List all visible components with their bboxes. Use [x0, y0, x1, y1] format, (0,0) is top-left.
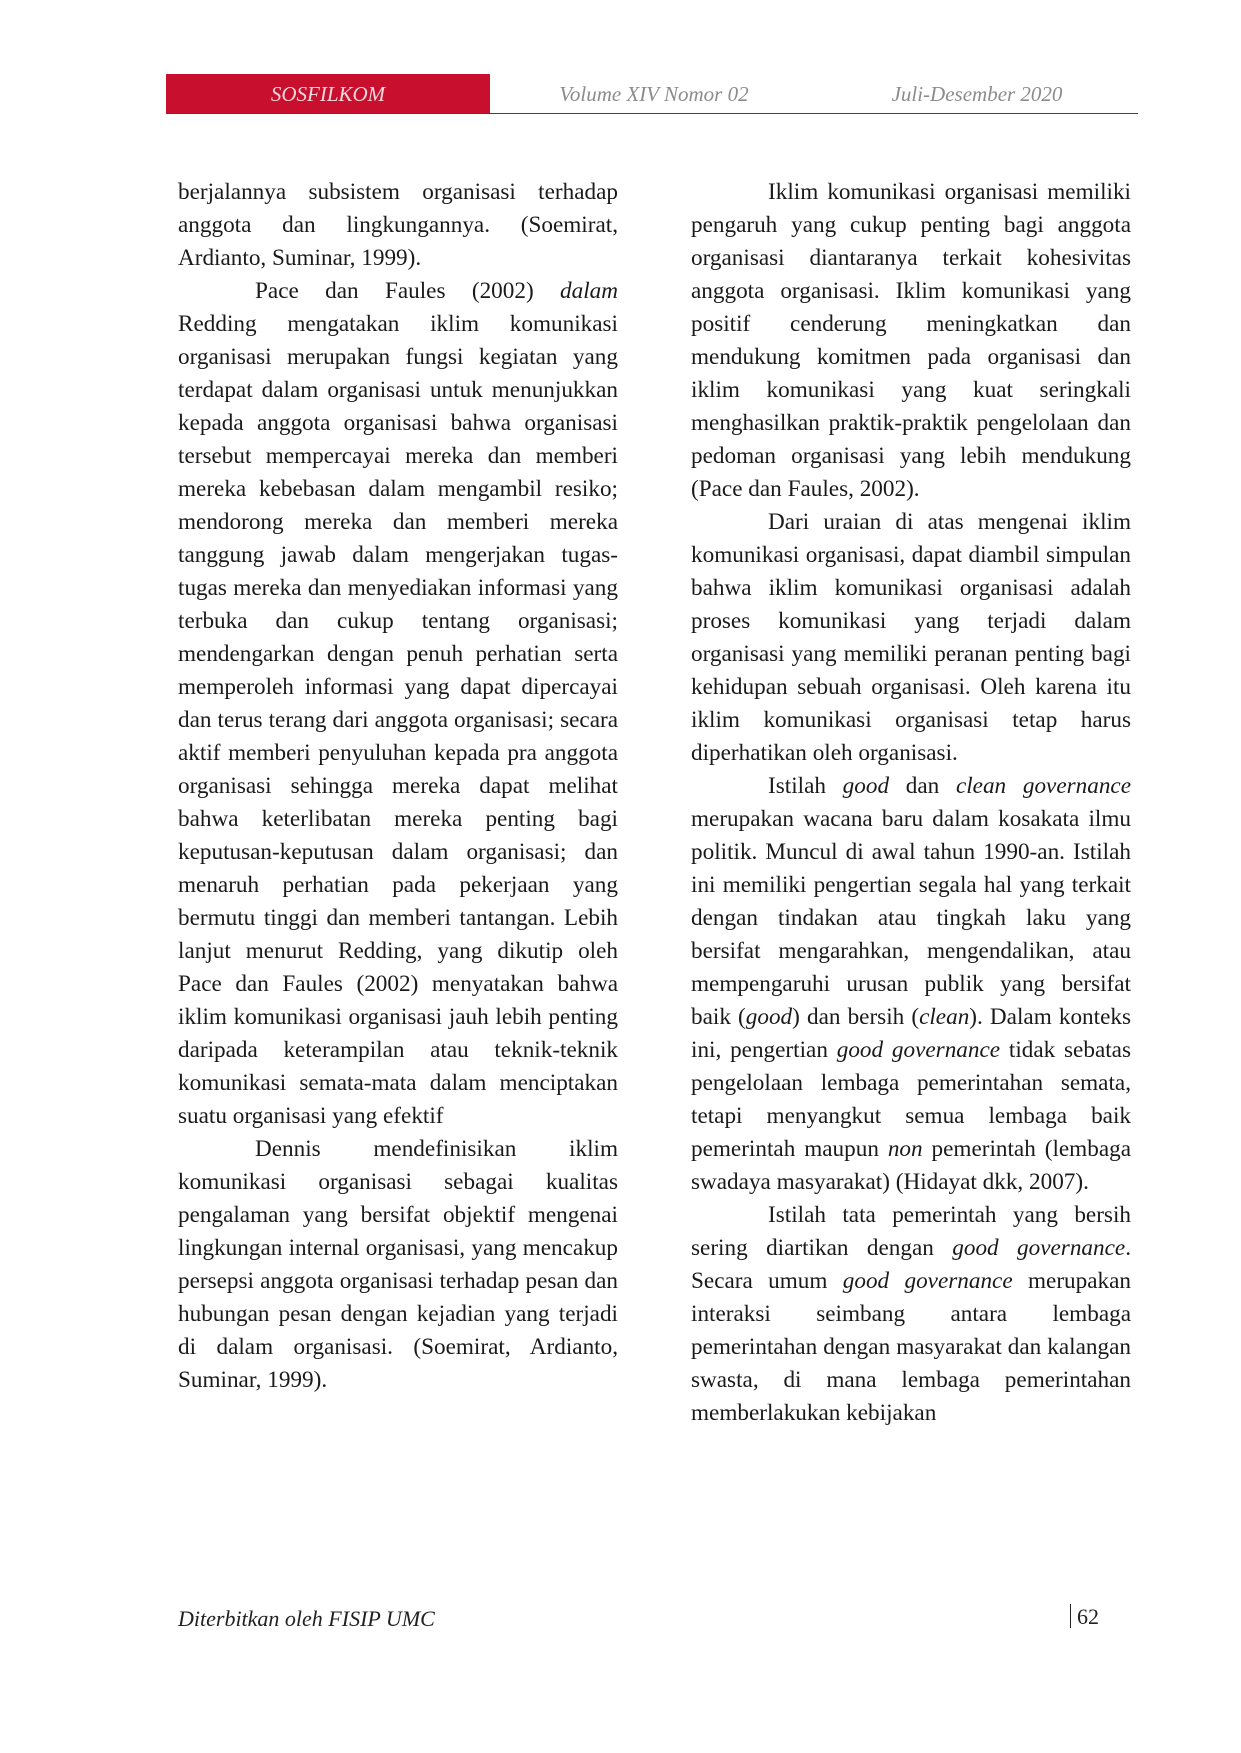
paragraph-uraian: Dari uraian di atas mengenai iklim komunikasi organisasi, dapat diambil simpulan bahwa iklim komunikasi organisasi adalah proses komunikasi yang terjadi dalam organisasi yang memiliki peranan penting bagi kehidupan sebuah organisasi. Oleh karena itu iklim komunikasi organisasi tetap harus diperhatikan oleh organisasi.: [691, 509, 1131, 766]
left-column: [178, 176, 618, 1397]
page-number-value: 62: [1077, 1604, 1099, 1629]
paragraph-pace-faules: Pace dan Faules (2002) dalam Redding mengatakan iklim komunikasi organisasi merupakan fungsi kegiatan yang terdapat dalam organisasi untuk menunjukkan kepada anggota organisasi bahwa organisasi tersebut mempercayai mereka dan memberi mereka kebebasan dalam mengambil resiko; mendorong mereka dan memberi mereka tanggung jawab dalam mengerjakan tugas-tugas mereka dan menyediakan informasi yang terbuka dan cukup tentang organisasi; mendengarkan dengan penuh perhatian serta memperoleh informasi yang dapat dipercayai dan terus terang dari anggota organisasi; secara aktif memberi penyuluhan kepada pra anggota organisasi sehingga mereka dapat melihat bahwa keterlibatan mereka penting bagi keputusan-keputusan dalam organisasi; dan menaruh perhatian pada pekerjaan yang bermutu tinggi dan memberi tantangan. Lebih lanjut menurut Redding, yang dikutip oleh Pace dan Faules (2002) menyatakan bahwa iklim komunikasi organisasi jauh lebih penting daripada keterampilan atau teknik-teknik komunikasi semata-mata dalam menciptakan suatu organisasi yang efektif: [178, 278, 618, 1129]
page-number-separator: [1070, 1604, 1071, 1628]
page-number: [1070, 1604, 1099, 1630]
paragraph-continued: berjalannya subsistem organisasi terhadap anggota dan lingkungannya. (Soemirat, Ardianto, Suminar, 1999).: [178, 179, 618, 271]
italic-term: good governance: [836, 1037, 1001, 1063]
paragraph-dennis: Dennis mendefinisikan iklim komunikasi organisasi sebagai kualitas pengalaman yang bersifat objektif mengenai lingkungan internal organisasi, yang mencakup persepsi anggota organisasi terhadap pesan dan hubungan pesan dengan kejadian yang terjadi di dalam organisasi. (Soemirat, Ardianto, Suminar, 1999).: [178, 1136, 618, 1393]
italic-term: good: [842, 773, 890, 799]
journal-name: SOSFILKOM: [270, 82, 386, 106]
italic-term: good governance: [842, 1268, 1013, 1294]
running-header: [166, 74, 1138, 114]
paragraph-good-clean-governance: Istilah good dan clean governance merupakan wacana baru dalam kosakata ilmu politik. Muncul di awal tahun 1990-an. Istilah ini memiliki pengertian segala hal yang terkait dengan tindakan atau tingkah laku yang bersifat mengarahkan, mengendalikan, atau mempengaruhi urusan publik yang bersifat baik (good) dan bersih (clean). Dalam konteks ini, pengertian good governance tidak sebatas pengelolaan lembaga pemerintahan semata, tetapi menyangkut semua lembaga baik pemerintah maupun non pemerintah (lembaga swadaya masyarakat) (Hidayat dkk, 2007).: [691, 773, 1132, 1195]
journal-period: Juli-Desember 2020: [891, 82, 1063, 106]
italic-term: dalam: [560, 278, 618, 304]
header-divider: [166, 113, 1138, 114]
right-column: [691, 176, 1131, 1430]
journal-volume: Volume XIV Nomor 02: [559, 82, 749, 106]
italic-term: clean: [919, 1004, 970, 1030]
italic-term: good governance: [952, 1235, 1126, 1261]
italic-term: clean governance: [955, 773, 1132, 799]
italic-term: good: [745, 1004, 793, 1030]
italic-term: non: [887, 1136, 923, 1162]
footer-publisher: Diterbitkan oleh FISIP UMC: [178, 1606, 435, 1631]
paragraph-tata-pemerintah: Istilah tata pemerintah yang bersih sering diartikan dengan good governance. Secara umum good governance merupakan interaksi seimbang antara lembaga pemerintahan dengan masyarakat dan kalangan swasta, di mana lembaga pemerintahan memberlakukan kebijakan: [691, 1202, 1131, 1426]
paragraph-iklim: Iklim komunikasi organisasi memiliki pengaruh yang cukup penting bagi anggota organisasi diantaranya terkait kohesivitas anggota organisasi. Iklim komunikasi yang positif cenderung meningkatkan dan mendukung komitmen pada organisasi dan iklim komunikasi yang kuat seringkali menghasilkan praktik-praktik pengelolaan dan pedoman organisasi yang lebih mendukung (Pace dan Faules, 2002).: [691, 179, 1131, 502]
